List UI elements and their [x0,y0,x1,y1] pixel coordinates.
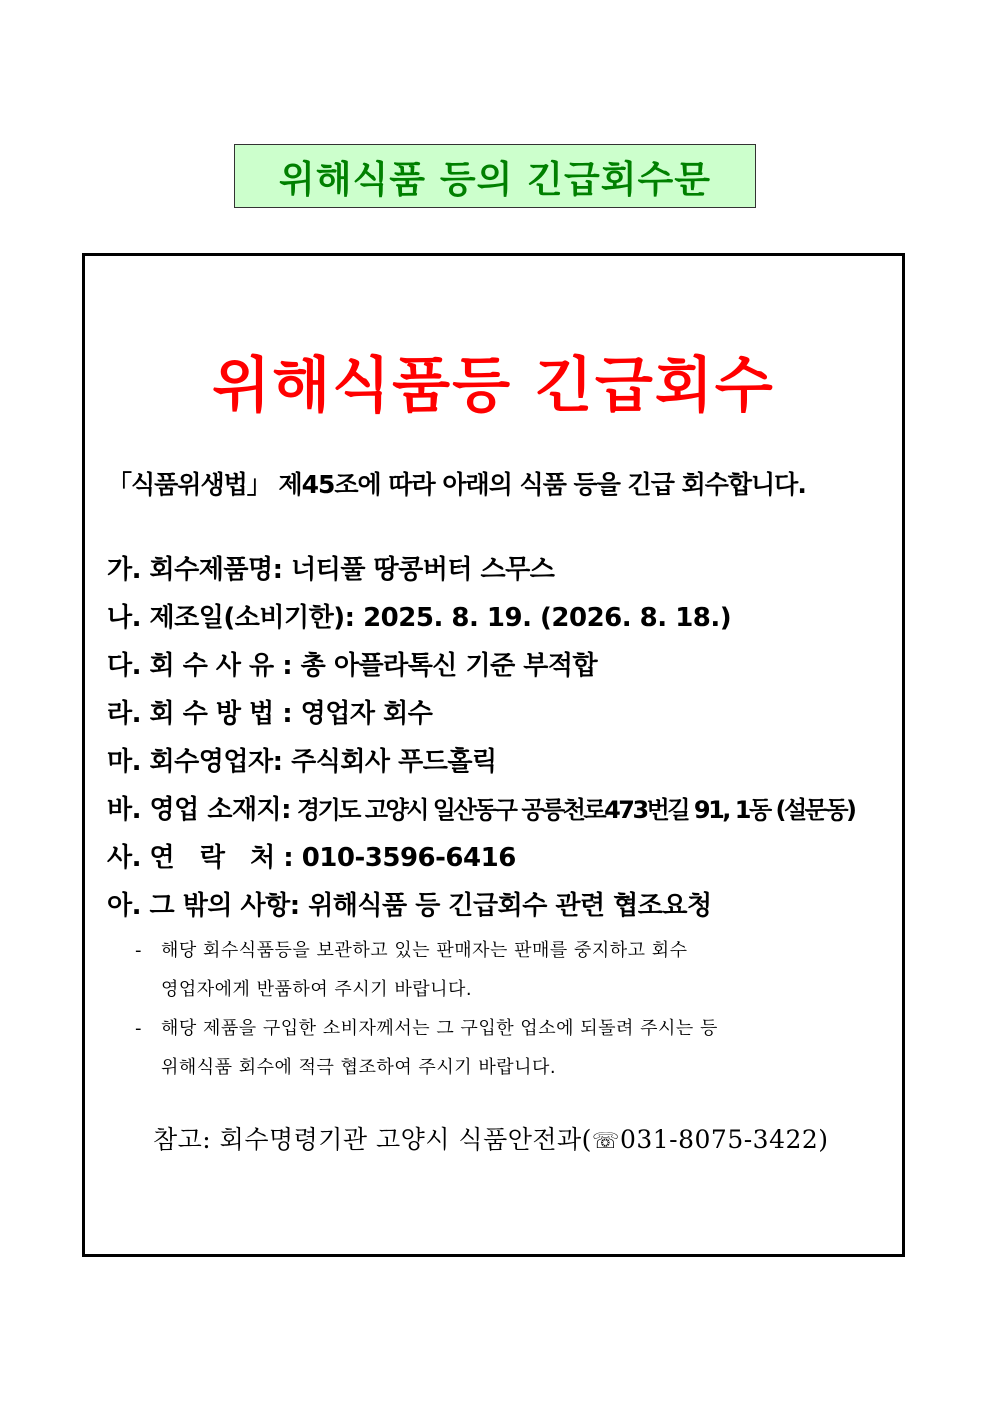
reference-suffix: ) [818,1125,829,1154]
item-value: 주식회사 푸드홀릭 [282,747,497,777]
headline: 위해식품등 긴급회수 [212,351,775,421]
item-value: 영업자 회수 [292,699,433,729]
item-label: 가. 회수제품명: [107,555,283,585]
item-label: 나. 제조일(소비기한): [107,603,355,633]
item-business-operator [107,738,855,786]
reference-phone: 031-8075-3422 [619,1125,819,1154]
note-consumer [135,1009,718,1087]
note-line: 위해식품 회수에 적극 협조하여 주시기 바랍니다. [161,1057,557,1078]
note-line: 해당 제품을 구입한 소비자께서는 그 구입한 업소에 되돌려 주시는 등 [161,1018,718,1039]
item-label: 바. 영업 소재지: [107,795,292,825]
item-label: 사. 연 락 처 : [107,843,294,873]
item-other-matters [107,882,855,930]
item-label: 아. 그 밖의 사항: [107,891,300,921]
item-label: 라. 회 수 방 법 : [107,699,293,729]
item-value: 위해식품 등 긴급회수 관련 협조요청 [299,891,712,921]
cooperation-notes [135,931,718,1087]
recall-details [107,546,855,930]
phone-icon: ☏ [591,1129,620,1154]
item-value: 경기도 고양시 일산동구 공릉천로473번길 91, 1동 (설문동) [291,796,855,824]
item-recall-method [107,690,855,738]
note-seller [135,931,718,1009]
item-contact [107,834,855,882]
item-label: 다. 회 수 사 유 : [107,651,293,681]
note-line: 영업자에게 반품하여 주시기 바랍니다. [161,979,473,1000]
item-manufacture-date [107,594,855,642]
note-dash: - [135,940,142,961]
item-value: 총 아플라톡신 기준 부적합 [292,651,598,681]
item-business-address [107,786,855,834]
item-recall-reason [107,642,855,690]
item-value: 2025. 8. 19. (2026. 8. 18.) [354,603,732,633]
notice-frame [82,253,905,1257]
note-line: 해당 회수식품등을 보관하고 있는 판매자는 판매를 중지하고 회수 [161,940,688,961]
item-value: 010-3596-6416 [293,843,516,873]
item-product-name [107,546,855,594]
item-label: 마. 회수영업자: [107,747,283,777]
note-dash: - [135,1018,142,1039]
intro-text: 「식품위생법」 제45조에 따라 아래의 식품 등을 긴급 회수합니다. [107,470,806,499]
notice-title: 위해식품 등의 긴급회수문 [234,144,756,208]
reference-line [153,1120,829,1162]
item-value: 너티풀 땅콩버터 스무스 [282,555,555,585]
reference-prefix: 참고: 회수명령기관 고양시 식품안전과( [153,1125,592,1154]
